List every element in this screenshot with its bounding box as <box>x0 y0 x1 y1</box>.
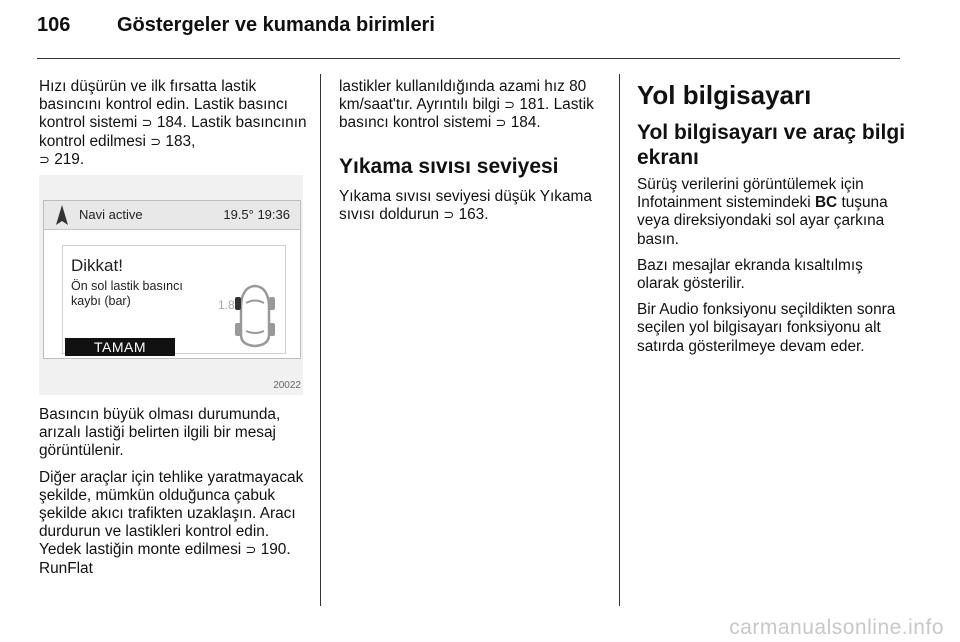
bc-key-label: BC <box>814 194 838 212</box>
paragraph-runflat: lastikler kullanıldığında azami hız 80 km/saat'tır. Ayrıntılı bilgi ⊃ 181. Lastik basıncı kontrol sistemi ⊃ 184. <box>339 78 594 132</box>
column-divider <box>619 74 620 606</box>
column-3 <box>637 80 907 364</box>
chapter-heading-trip-computer: Yol bilgisayarı <box>637 80 812 110</box>
page-reference[interactable]: 190 <box>260 541 287 559</box>
warning-dialog <box>62 245 286 354</box>
paragraph-bc-button: Sürüş verilerini görüntülemek için Infotainment sistemindeki BC tuşuna veya direksiyondaki sol ayar çarkına basın. <box>637 176 888 248</box>
sub-heading-info-display: Yol bilgisayarı ve araç bilgi ekranı <box>637 121 906 169</box>
page-reference[interactable]: 183 <box>165 132 192 150</box>
page-reference[interactable]: 181 <box>519 96 546 114</box>
column-1-lower <box>39 406 311 586</box>
status-bar <box>44 201 300 230</box>
column-2 <box>339 78 611 232</box>
pressure-value: 1.8 <box>218 298 235 312</box>
paragraph-tire-pressure: Hızı düşürün ve ilk fırsatta lastik basıncını kontrol edin. Lastik basıncı kontrol sistemi ⊃ 184. Lastik basıncının kontrol edilmesi ⊃ 183, ⊃ 219. <box>39 78 307 168</box>
reference-arrow-icon: ⊃ <box>443 206 455 222</box>
ok-button[interactable]: TAMAM <box>65 338 175 356</box>
page-header <box>37 14 435 37</box>
navigation-arrow-icon <box>56 205 68 225</box>
page-reference[interactable]: 184 <box>510 114 537 132</box>
car-top-view-icon <box>235 283 275 349</box>
paragraph-abbreviated: Bazı mesajlar ekranda kısaltılmış olarak gösterilir. <box>637 256 863 293</box>
infotainment-screen <box>43 200 301 359</box>
header-rule <box>37 58 900 59</box>
paragraph-safety: Diğer araçlar için tehlike yaratmayacak şekilde, mümkün olduğunca çabuk şekilde akıcı trafikten uzaklaşın. Aracı durdurun ve lastikleri kontrol edin. Yedek lastiğin monte edilmesi ⊃ 190. RunFlat <box>39 468 304 577</box>
paragraph-high-pressure: Basıncın büyük olması durumunda, arızalı lastiği belirten ilgili bir mesaj görüntülenir. <box>39 406 281 460</box>
running-title: Göstergeler ve kumanda birimleri <box>117 14 435 36</box>
paragraph-washer-fluid: Yıkama sıvısı seviyesi düşük Yıkama sıvısı doldurun ⊃ 163. <box>339 187 592 223</box>
warning-message: Ön sol lastik basıncı kaybı (bar) <box>71 279 183 308</box>
paragraph-audio-function: Bir Audio fonksiyonu seçildikten sonra seçilen yol bilgisayarı fonksiyonu alt satırda gösterilmeye devam eder. <box>637 301 896 355</box>
reference-arrow-icon: ⊃ <box>150 133 162 149</box>
watermark: carmanualsonline.info <box>729 616 944 639</box>
reference-arrow-icon: ⊃ <box>141 115 153 131</box>
section-heading-washer-fluid: Yıkama sıvısı seviyesi <box>339 154 559 178</box>
column-divider <box>320 74 321 606</box>
page-reference[interactable]: 163 <box>458 205 485 223</box>
column-1 <box>39 78 311 177</box>
figure-id: 20022 <box>273 380 301 391</box>
display-figure <box>39 175 303 395</box>
page-number: 106 <box>37 14 71 36</box>
navi-status: Navi active <box>79 207 143 222</box>
page-reference[interactable]: 184 <box>156 114 183 132</box>
warning-title: Dikkat! <box>71 256 123 275</box>
temp-time: 19.5° 19:36 <box>223 207 290 222</box>
reference-arrow-icon: ⊃ <box>504 97 516 113</box>
reference-arrow-icon: ⊃ <box>495 115 507 131</box>
page-reference[interactable]: 219 <box>54 150 80 168</box>
reference-arrow-icon: ⊃ <box>245 542 257 558</box>
reference-arrow-icon: ⊃ <box>39 151 50 167</box>
